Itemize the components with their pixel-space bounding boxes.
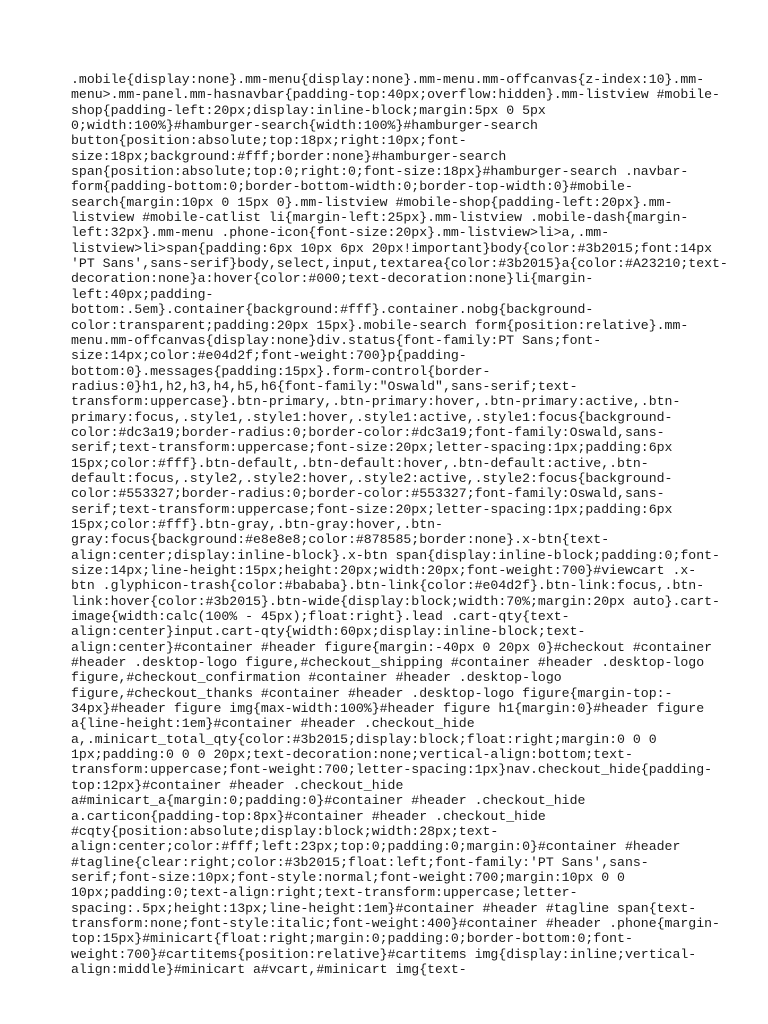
code-line: image{width:calc(100% - 45px);float:right}.lead .cart-qty{text- bbox=[71, 609, 570, 625]
code-line: transform:none;font-style:italic;font-weight:400}#container #header .phone{margin- bbox=[71, 915, 720, 931]
code-line: serif;text-transform:uppercase;font-size:20px;letter-spacing:1px;padding:6px bbox=[71, 440, 673, 456]
code-line: 1px;padding:0 0 0 20px;text-decoration:none;vertical-align:bottom;text- bbox=[71, 747, 633, 763]
code-line: primary:focus,.style1,.style1:hover,.style1:active,.style1:focus{background- bbox=[71, 409, 673, 425]
code-line: link:hover{color:#3b2015}.btn-wide{display:block;width:70%;margin:20px auto}.cart- bbox=[71, 593, 720, 609]
code-line: spacing:.5px;height:13px;line-height:1em}#container #header #tagline span{text- bbox=[71, 900, 697, 916]
code-line: 'PT Sans',sans-serif}body,select,input,textarea{color:#3b2015}a{color:#A23210;text- bbox=[71, 256, 728, 272]
code-line: menu>.mm-panel.mm-hasnavbar{padding-top:40px;overflow:hidden}.mm-listview #mobile- bbox=[71, 87, 720, 103]
css-code-block bbox=[71, 72, 728, 977]
code-line: align:middle}#minicart a#vcart,#minicart img{text- bbox=[71, 961, 467, 977]
code-line: size:14px;line-height:15px;height:20px;width:20px;font-weight:700}#viewcart .x- bbox=[71, 563, 697, 578]
code-line: figure,#checkout_thanks #container #header .desktop-logo figure{margin-top:- bbox=[71, 685, 673, 701]
code-line: #cqty{position:absolute;display:block;width:28px;text- bbox=[71, 823, 499, 839]
code-line: align:center}#container #header figure{margin:-40px 0 20px 0}#checkout #container bbox=[71, 639, 713, 655]
code-line: search{margin:10px 0 15px 0}.mm-listview #mobile-shop{padding-left:20px}.mm- bbox=[71, 194, 673, 210]
code-line: default:focus,.style2,.style2:hover,.style2:active,.style2:focus{background- bbox=[71, 470, 673, 486]
code-line: form{padding-bottom:0;border-bottom-width:0;border-top-width:0}#mobile- bbox=[71, 179, 633, 195]
code-line: align:center;color:#fff;left:23px;top:0;padding:0;margin:0}#container #header bbox=[71, 839, 681, 855]
code-line: a#minicart_a{margin:0;padding:0}#container #header .checkout_hide bbox=[71, 793, 586, 809]
code-line: serif;font-size:10px;font-style:normal;font-weight:700;margin:10px 0 0 bbox=[71, 869, 625, 885]
code-line: bottom:.5em}.container{background:#fff}.container.nobg{background- bbox=[71, 302, 594, 318]
code-line: left:32px}.mm-menu .phone-icon{font-size:20px}.mm-listview>li>a,.mm- bbox=[71, 225, 610, 241]
code-line: left:40px;padding- bbox=[71, 286, 214, 302]
code-line: color:#dc3a19;border-radius:0;border-color:#dc3a19;font-family:Oswald,sans- bbox=[71, 424, 665, 440]
code-line: button{position:absolute;top:18px;right:10px;font- bbox=[71, 133, 467, 149]
code-line: weight:700}#cartitems{position:relative}#cartitems img{display:inline;vertical- bbox=[71, 946, 697, 962]
code-line: listview>li>span{padding:6px 10px 6px 20px!important}body{color:#3b2015;font:14px bbox=[71, 240, 713, 256]
code-line: align:center;display:inline-block}.x-btn span{display:inline-block;padding:0;font- bbox=[71, 547, 720, 563]
code-line: bottom:0}.messages{padding:15px}.form-control{border- bbox=[71, 363, 491, 379]
code-line: a.carticon{padding-top:8px}#container #header .checkout_hide bbox=[71, 808, 546, 824]
code-line: 10px;padding:0;text-align:right;text-transform:uppercase;letter- bbox=[71, 885, 578, 901]
code-line: color:transparent;padding:20px 15px}.mobile-search form{position:relative}.mm- bbox=[71, 317, 689, 333]
code-line: top:15px}#minicart{float:right;margin:0;padding:0;border-bottom:0;font- bbox=[71, 931, 633, 947]
code-line: size:14px;color:#e04d2f;font-weight:700}p{padding- bbox=[71, 348, 467, 364]
code-line: 15px;color:#fff}.btn-default,.btn-default:hover,.btn-default:active,.btn- bbox=[71, 455, 649, 471]
code-line: btn .glyphicon-trash{color:#bababa}.btn-link{color:#e04d2f}.btn-link:focus,.btn- bbox=[71, 578, 705, 594]
code-line: transform:uppercase}.btn-primary,.btn-primary:hover,.btn-primary:active,.btn- bbox=[71, 394, 681, 410]
code-line: color:#553327;border-radius:0;border-color:#553327;font-family:Oswald,sans- bbox=[71, 486, 665, 502]
code-line: figure,#checkout_confirmation #container #header .desktop-logo bbox=[71, 670, 562, 686]
code-line: shop{padding-left:20px;display:inline-block;margin:5px 0 5px bbox=[71, 102, 546, 118]
code-line: serif;text-transform:uppercase;font-size:20px;letter-spacing:1px;padding:6px bbox=[71, 501, 673, 517]
code-line: a{line-height:1em}#container #header .checkout_hide bbox=[71, 716, 475, 732]
code-line: span{position:absolute;top:0;right:0;font-size:18px}#hamburger-search .navbar- bbox=[71, 164, 689, 180]
code-line: .mobile{display:none}.mm-menu{display:none}.mm-menu.mm-offcanvas{z-index:10}.mm- bbox=[71, 72, 705, 87]
code-line: #tagline{clear:right;color:#3b2015;float:left;font-family:'PT Sans',sans- bbox=[71, 854, 649, 870]
code-line: size:18px;background:#fff;border:none}#hamburger-search bbox=[71, 148, 507, 164]
code-line: top:12px}#container #header .checkout_hide bbox=[71, 777, 404, 793]
code-line: transform:uppercase;font-weight:700;letter-spacing:1px}nav.checkout_hide{padding- bbox=[71, 762, 713, 778]
code-line: 0;width:100%}#hamburger-search{width:100%}#hamburger-search bbox=[71, 118, 538, 134]
code-line: decoration:none}a:hover{color:#000;text-decoration:none}li{margin- bbox=[71, 271, 594, 287]
code-line: 34px}#header figure img{max-width:100%}#header figure h1{margin:0}#header figure bbox=[71, 701, 705, 717]
code-line: menu.mm-offcanvas{display:none}div.status{font-family:PT Sans;font- bbox=[71, 332, 602, 348]
code-line: #header .desktop-logo figure,#checkout_shipping #container #header .desktop-logo bbox=[71, 655, 705, 671]
code-line: listview #mobile-catlist li{margin-left:25px}.mm-listview .mobile-dash{margin- bbox=[71, 210, 689, 226]
code-line: radius:0}h1,h2,h3,h4,h5,h6{font-family:"Oswald",sans-serif;text- bbox=[71, 378, 578, 394]
code-line: 15px;color:#fff}.btn-gray,.btn-gray:hover,.btn- bbox=[71, 516, 443, 532]
code-line: a,.minicart_total_qty{color:#3b2015;display:block;float:right;margin:0 0 0 bbox=[71, 731, 657, 747]
code-line: align:center}input.cart-qty{width:60px;display:inline-block;text- bbox=[71, 624, 586, 640]
code-line: gray:focus{background:#e8e8e8;color:#878585;border:none}.x-btn{text- bbox=[71, 532, 610, 548]
